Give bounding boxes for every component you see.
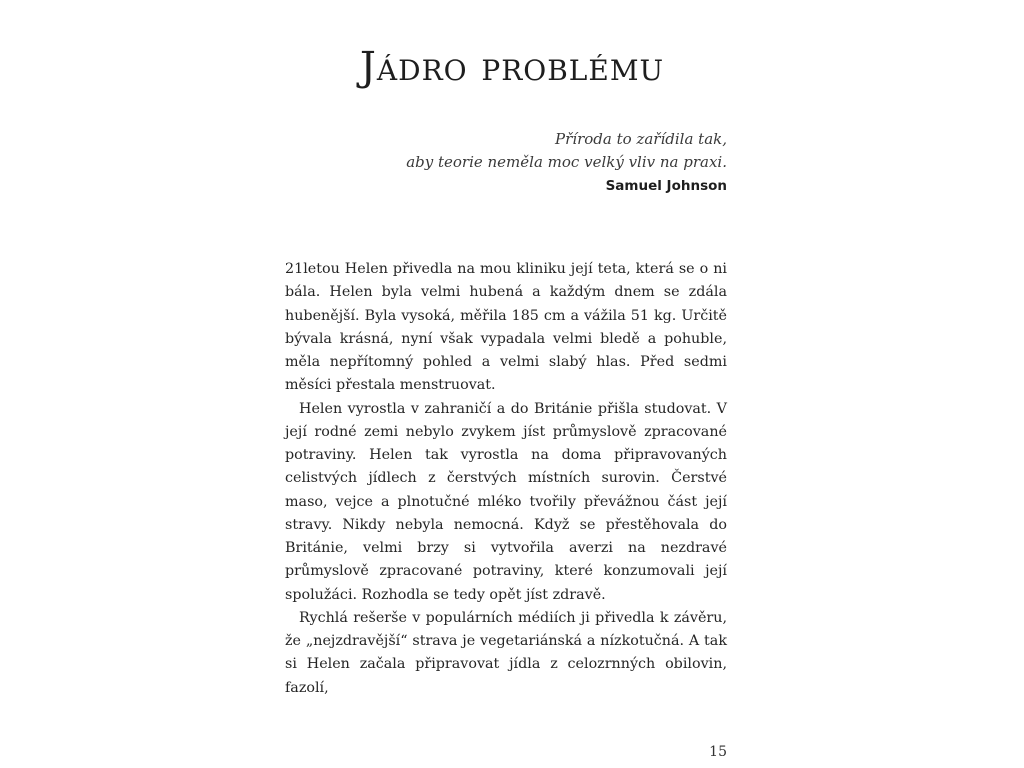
epigraph-line: Příroda to zařídila tak, [555,130,727,148]
chapter-title: Jádro problému [359,44,665,90]
epigraph-author: Samuel Johnson [605,178,727,194]
paragraph: Helen vyrostla v zahraničí a do Británie přišla studovat. V její rodné zemi nebylo zvykem jíst průmyslově zpracované potraviny. Helen tak vyrostla na doma připravovaných celistvých jídlech z čerstvých místních surovin. Čerstvé maso, vejce a plnotučné mléko tvořily převážnou část její stravy. Nikdy nebyla nemocná. Když se přestěhovala do Británie, velmi brzy si vytvořila averzi na nezdravé průmyslově zpracované potraviny, které konzumovali její spolužáci. Rozhodla se tedy opět jíst zdravě. [285,400,727,603]
epigraph-line: aby teorie neměla moc velký vliv na praxi. [406,153,727,171]
page-number: 15 [709,744,727,760]
paragraph: Rychlá rešerše v populárních médiích ji přivedla k závěru, že „nejzdravější“ strava je vegetariánská a nízkotučná. A tak si Helen začala připravovat jídla z celozrnných obilovin, fazolí, [285,609,727,696]
epigraph [406,128,727,198]
paragraph: 21letou Helen přivedla na mou kliniku její teta, která se o ni bála. Helen byla velmi hubená a každým dnem se zdála hubenější. Byla vysoká, měřila 185 cm a vážila 51 kg. Určitě bývala krásná, nyní však vypadala velmi bledě a pohuble, měla nepřítomný pohled a velmi slabý hlas. Před sedmi měsíci přestala menstruovat. [285,261,727,394]
body-text [285,258,727,700]
